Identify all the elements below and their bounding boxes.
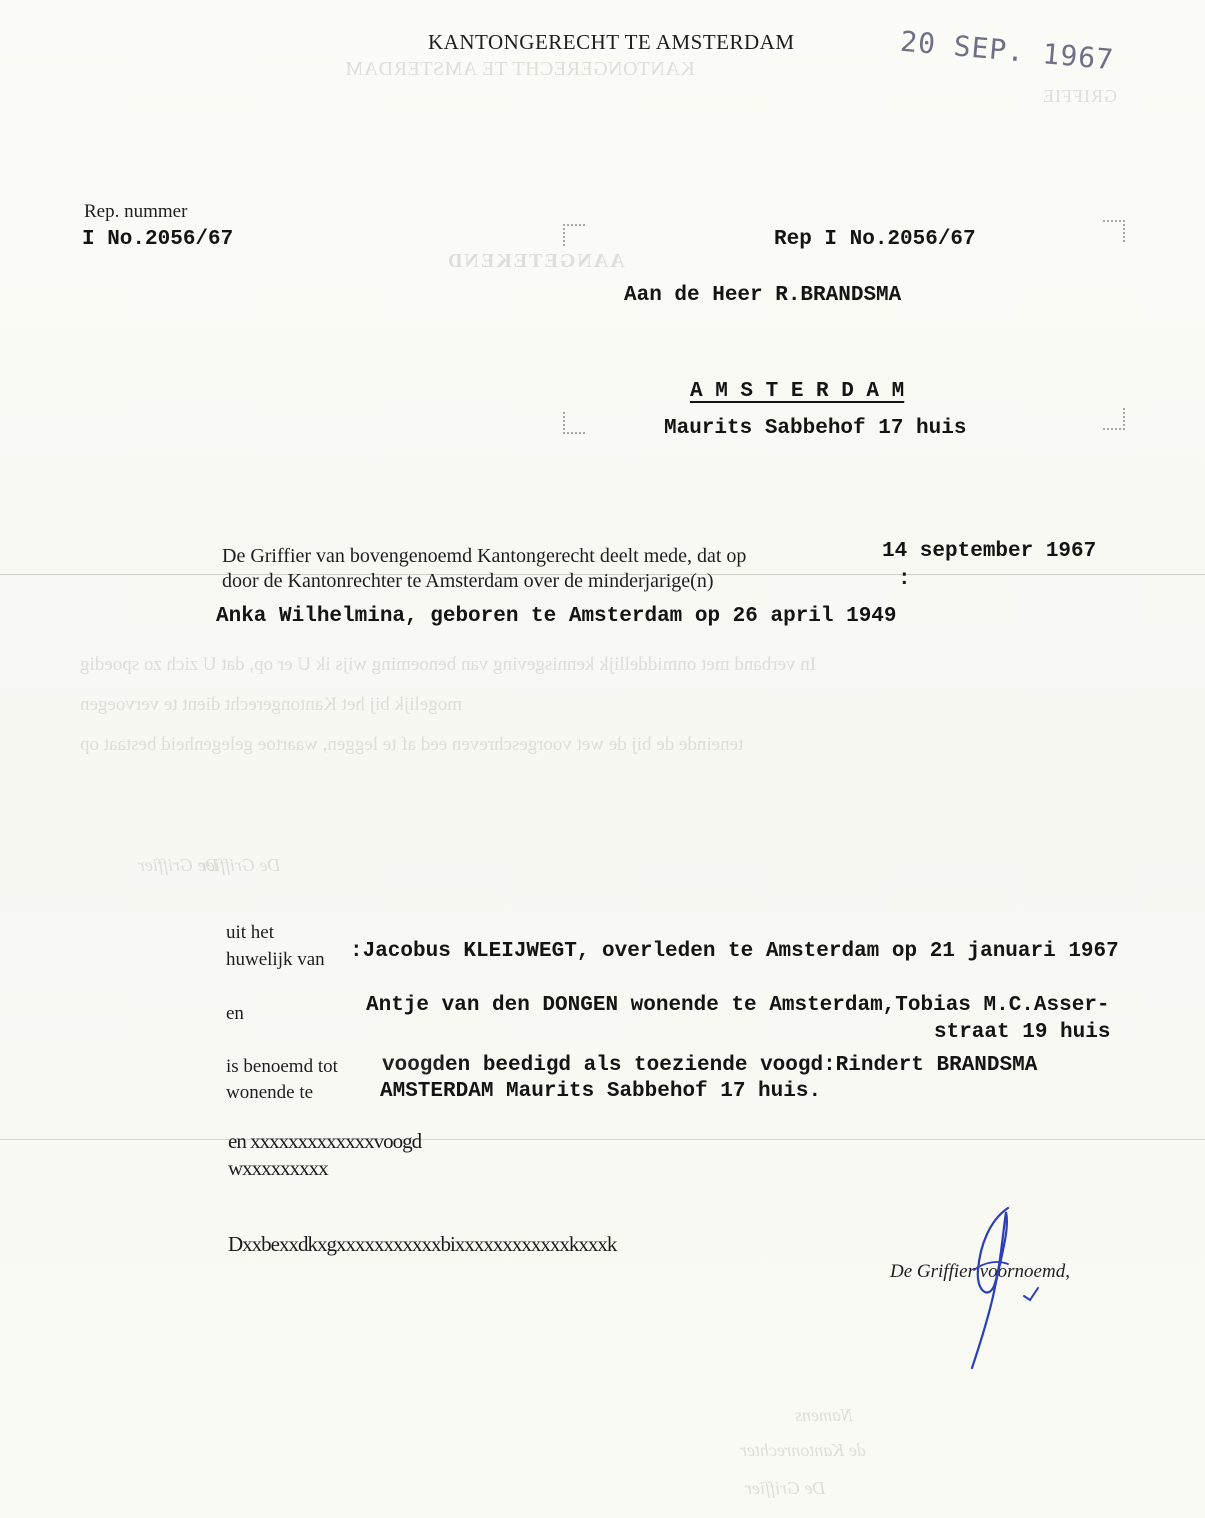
ghost-bottom-line: de Kantonrechter	[740, 1440, 866, 1460]
overtyped-word: voogd	[382, 1054, 446, 1077]
rep-number-right: Rep I No.2056/67	[774, 228, 976, 251]
court-title: KANTONGERECHT TE AMSTERDAM	[428, 30, 795, 54]
appointment-text: voogden beedigd als toeziende voogd:Rindert BRANDSMA	[382, 1054, 1038, 1077]
griffie-ghost: GRIFFIE	[1042, 86, 1118, 106]
window-corner-bottom-right	[1103, 408, 1125, 430]
label-en: en	[226, 1003, 244, 1024]
struck-line: wxxxxxxxxx	[228, 1156, 328, 1180]
struck-line: Dxxbexxdkxgxxxxxxxxxxxbixxxxxxxxxxxxkxxxk	[228, 1232, 617, 1256]
father-details: :Jacobus KLEIJWEGT, overleden te Amsterdam op 21 januari 1967	[350, 940, 1119, 963]
notice-line-2: door de Kantonrechter te Amsterdam over de minderjarige(n)	[222, 570, 714, 592]
paper-fold-line	[0, 1139, 1205, 1140]
ghost-bottom-line: Namens	[795, 1405, 853, 1425]
ghost-line: mogelijk bij het Kantongerecht dient te vervoegen	[80, 694, 462, 715]
handwritten-signature	[950, 1200, 1050, 1375]
struck-line: en xxxxxxxxxxxxxvoogd	[228, 1129, 422, 1153]
mother-details-line-2: straat 19 huis	[934, 1021, 1111, 1044]
ghost-line: teneinde de bij de wet voorgeschreven eed af te leggen, waartoe gelegenheid bestaat op	[80, 734, 744, 755]
label-benoemd-tot: is benoemd tot	[226, 1056, 338, 1077]
notice-colon: :	[898, 568, 911, 591]
received-date-stamp: 20 SEP. 1967	[898, 24, 1116, 77]
aangetekend-ghost: AANGETEKEND	[446, 250, 625, 272]
court-title-ghost: KANTONGERECHT TE AMSTERDAM	[345, 58, 695, 80]
mother-details-line-1: Antje van den DONGEN wonende te Amsterdam,Tobias M.C.Asser-	[366, 994, 1110, 1017]
notice-date: 14 september 1967	[882, 540, 1097, 563]
ghost-bottom-line: De Griffier	[745, 1478, 826, 1498]
notice-line-1: De Griffier van bovengenoemd Kantongerecht deelt mede, dat op	[222, 545, 747, 567]
recipient-name: Aan de Heer R.BRANDSMA	[624, 284, 902, 307]
signature-closing: De Griffier voornoemd,	[890, 1261, 1070, 1282]
ghost-paragraph	[80, 645, 816, 765]
recipient-city: A M S T E R D A M	[690, 380, 905, 403]
rep-number-label: Rep. nummer	[84, 201, 188, 222]
guardian-address: AMSTERDAM Maurits Sabbehof 17 huis.	[380, 1080, 822, 1103]
ghost-griffier-right: De Griffier	[200, 855, 281, 875]
minor-name-and-birth: Anka Wilhelmina, geboren te Amsterdam op 26 april 1949	[216, 605, 897, 628]
label-uit-het: uit het	[226, 922, 275, 943]
ghost-line: In verband met onmiddellijk kennisgeving van benoeming wijs ik U er op, dat U zich zo spoedig	[80, 654, 817, 675]
ghost-griffier-left: De Griffier	[138, 855, 219, 875]
window-corner-top-left	[563, 224, 585, 246]
label-wonende-te: wonende te	[226, 1082, 314, 1103]
window-corner-top-right	[1103, 220, 1125, 242]
window-corner-bottom-left	[563, 412, 585, 434]
rep-number-left: I No.2056/67	[82, 228, 234, 251]
label-huwelijk-van: huwelijk van	[226, 949, 325, 970]
recipient-street: Maurits Sabbehof 17 huis	[664, 417, 967, 440]
